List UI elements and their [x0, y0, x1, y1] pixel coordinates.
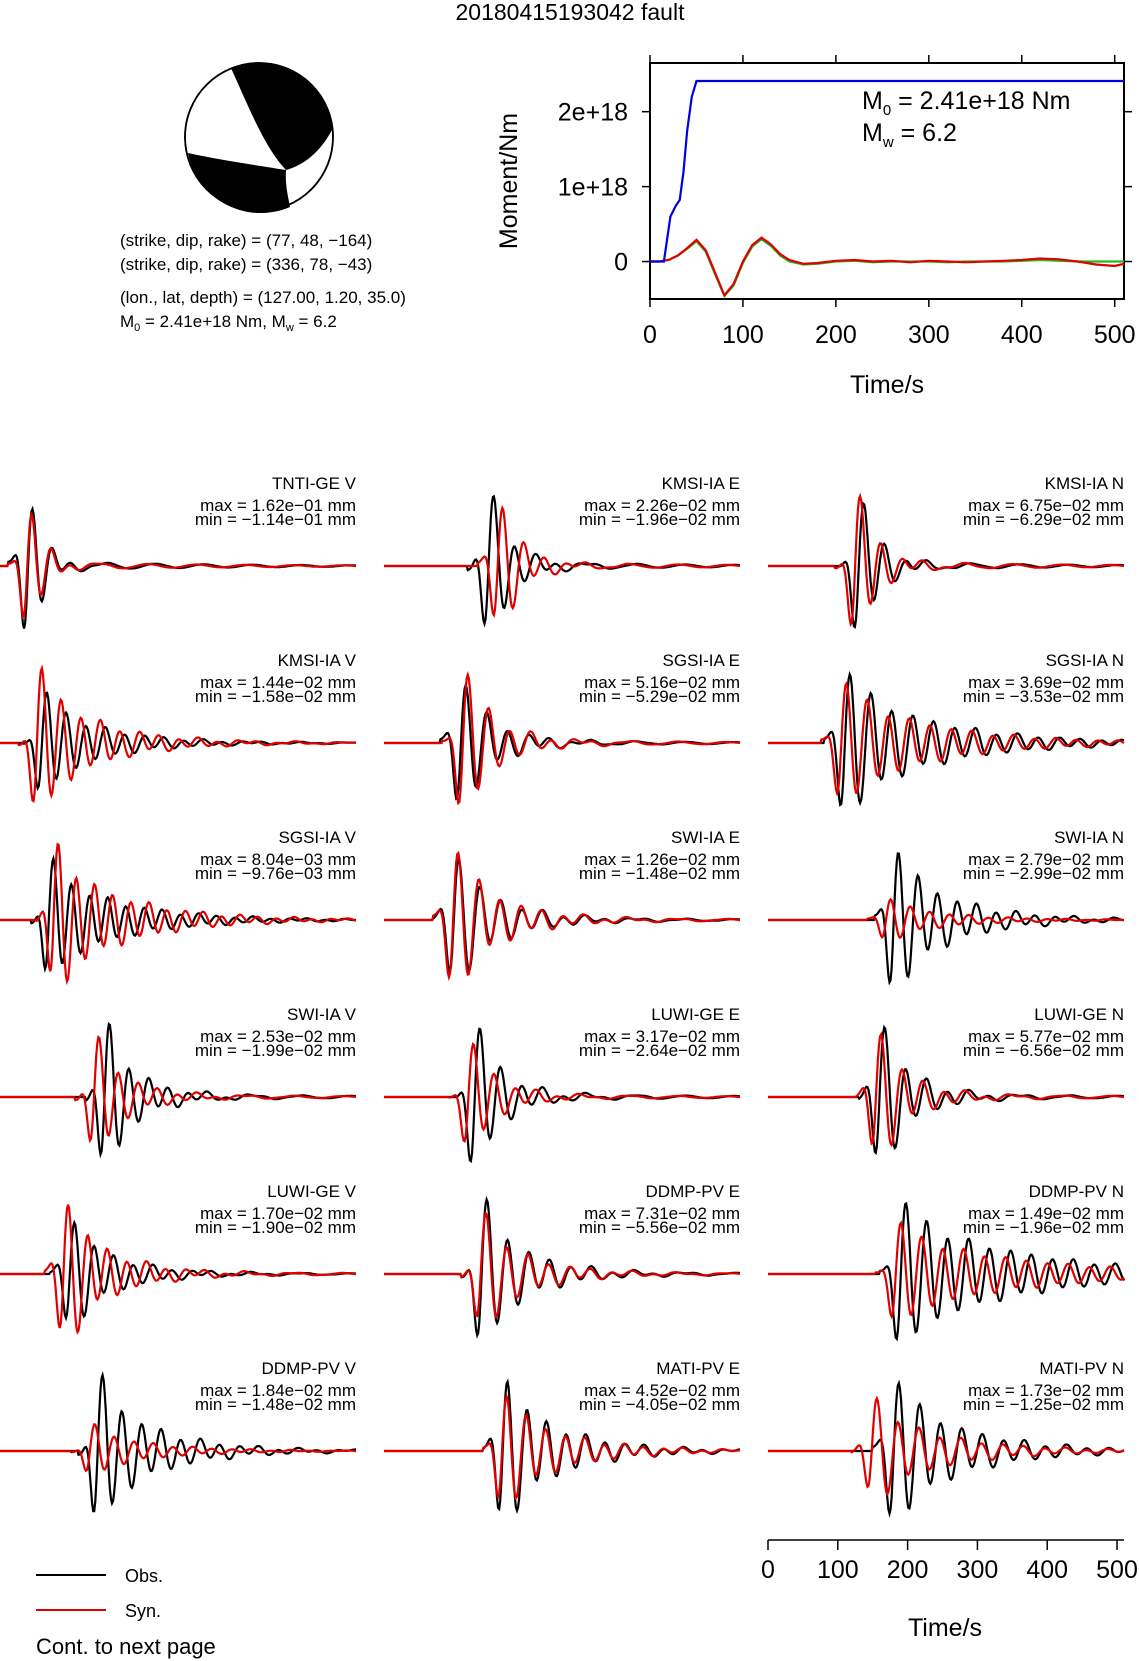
waveform-panel [768, 1005, 1124, 1153]
moment-summary-tail: = 6.2 [293, 312, 337, 331]
waveform-axis-tick-label: 500 [1096, 1556, 1138, 1584]
moment-chart-ylabel: Moment/Nm [495, 112, 523, 250]
moment-xtick-label: 0 [643, 321, 657, 349]
waveform-syn [0, 515, 356, 617]
hypocenter-location: (lon., lat, depth) = (127.00, 1.20, 35.0) [120, 288, 406, 307]
amplitude-max: max = 3.69e−02 mm [968, 673, 1124, 692]
moment-summary-subw: w [285, 322, 294, 334]
moment-ytick-label: 1e+18 [557, 173, 628, 202]
footer-note: Cont. to next page [36, 1634, 216, 1659]
waveform-panel [0, 474, 357, 629]
moment-annot-mw-m: M [862, 119, 883, 147]
station-label: KMSI-IA E [661, 474, 740, 493]
amplitude-min: min = −1.58e−02 mm [194, 687, 356, 706]
waveform-panel [384, 1005, 740, 1161]
station-label: MATI-PV N [1039, 1359, 1124, 1378]
waveform-panel [768, 1359, 1124, 1514]
waveform-axis-tick-label: 300 [956, 1556, 999, 1584]
amplitude-max: max = 1.84e−02 mm [200, 1381, 356, 1400]
moment-summary-m: M [120, 312, 135, 331]
station-label: SGSI-IA N [1045, 651, 1124, 670]
waveform-panel [0, 651, 357, 801]
moment-ytick-label: 2e+18 [557, 98, 628, 127]
station-label: DDMP-PV N [1028, 1182, 1124, 1201]
amplitude-min: min = −1.25e−02 mm [962, 1395, 1124, 1414]
amplitude-max: max = 1.49e−02 mm [968, 1204, 1124, 1223]
waveform-panel [384, 1182, 740, 1335]
moment-xtick-label: 400 [1000, 321, 1043, 349]
moment-annot-m0 [862, 87, 1070, 119]
amplitude-max: max = 1.62e−01 mm [200, 496, 356, 515]
amplitude-min: min = −6.56e−02 mm [962, 1041, 1124, 1060]
station-label: SWI-IA N [1054, 828, 1124, 847]
waveform-panel [768, 828, 1124, 982]
moment-xtick-label: 500 [1093, 321, 1136, 349]
moment-chart [495, 55, 1136, 399]
amplitude-min: min = −1.14e−01 mm [194, 510, 356, 529]
amplitude-min: min = −1.96e−02 mm [578, 510, 740, 529]
amplitude-min: min = −1.90e−02 mm [194, 1218, 356, 1237]
amplitude-max: max = 1.26e−02 mm [584, 850, 740, 869]
waveform-panel [768, 651, 1124, 805]
station-label: KMSI-IA V [277, 651, 356, 670]
amplitude-min: min = −3.53e−02 mm [962, 687, 1124, 706]
moment-annot-mw-value: = 6.2 [893, 119, 957, 147]
legend-obs-label: Obs. [125, 1566, 164, 1586]
moment-ytick-label: 0 [614, 248, 628, 277]
amplitude-min: min = −1.48e−02 mm [578, 864, 740, 883]
amplitude-min: min = −5.29e−02 mm [578, 687, 740, 706]
waveform-axis-tick-label: 400 [1026, 1556, 1069, 1584]
amplitude-min: min = −1.96e−02 mm [962, 1218, 1124, 1237]
moment-annot-m0-m: M [862, 87, 883, 115]
amplitude-max: max = 5.77e−02 mm [968, 1027, 1124, 1046]
amplitude-max: max = 3.17e−02 mm [584, 1027, 740, 1046]
waveform-panel [0, 1359, 357, 1511]
nodal-plane-1: (strike, dip, rake) = (77, 48, −164) [120, 231, 373, 250]
amplitude-min: min = −1.48e−02 mm [194, 1395, 356, 1414]
waveform-axis-tick-label: 100 [816, 1556, 859, 1584]
amplitude-max: max = 1.70e−02 mm [200, 1204, 356, 1223]
moment-series-red [650, 238, 1124, 296]
waveform-panel [0, 1182, 357, 1332]
waveform-panel [0, 828, 357, 981]
moment-summary-mid: = 2.41e+18 Nm, M [140, 312, 286, 331]
amplitude-max: max = 2.79e−02 mm [968, 850, 1124, 869]
figure-title: 20180415193042 fault [455, 0, 685, 25]
waveform-panel [768, 1182, 1124, 1339]
station-label: DDMP-PV E [645, 1182, 740, 1201]
station-label: MATI-PV E [656, 1359, 740, 1378]
moment-xtick-label: 300 [907, 321, 950, 349]
amplitude-max: max = 6.75e−02 mm [968, 496, 1124, 515]
waveform-panels [0, 474, 1124, 1514]
nodal-plane-2: (strike, dip, rake) = (336, 78, −43) [120, 255, 373, 274]
station-label: TNTI-GE V [271, 474, 356, 493]
waveform-panel [384, 474, 740, 624]
amplitude-min: min = −2.64e−02 mm [578, 1041, 740, 1060]
moment-chart-xlabel: Time/s [849, 371, 925, 399]
amplitude-max: max = 2.26e−02 mm [584, 496, 740, 515]
amplitude-max: max = 2.53e−02 mm [200, 1027, 356, 1046]
waveform-axis-tick-label: 0 [761, 1556, 775, 1584]
amplitude-min: min = −2.99e−02 mm [962, 864, 1124, 883]
moment-annot-m0-sub: 0 [882, 102, 892, 119]
amplitude-min: min = −6.29e−02 mm [962, 510, 1124, 529]
beachball [185, 62, 333, 213]
amplitude-max: max = 1.73e−02 mm [968, 1381, 1124, 1400]
mechanism-info [120, 231, 406, 334]
waveform-time-axis [761, 1540, 1138, 1642]
moment-summary [120, 312, 337, 334]
station-label: SWI-IA V [287, 1005, 356, 1024]
amplitude-max: max = 7.31e−02 mm [584, 1204, 740, 1223]
moment-summary-sub0: 0 [134, 322, 141, 334]
amplitude-max: max = 4.52e−02 mm [584, 1381, 740, 1400]
waveform-panel [0, 1005, 357, 1154]
waveform-panel [384, 651, 740, 803]
moment-xtick-label: 100 [722, 321, 764, 349]
waveform-axis-xlabel: Time/s [907, 1614, 983, 1642]
amplitude-min: min = −9.76e−03 mm [194, 864, 356, 883]
waveform-syn [768, 899, 1124, 937]
amplitude-min: min = −5.56e−02 mm [578, 1218, 740, 1237]
station-label: KMSI-IA N [1044, 474, 1124, 493]
amplitude-max: max = 5.16e−02 mm [584, 673, 740, 692]
moment-annot-m0-value: = 2.41e+18 Nm [891, 87, 1071, 115]
station-label: SGSI-IA E [662, 651, 740, 670]
waveform-panel [768, 474, 1124, 627]
amplitude-max: max = 1.44e−02 mm [200, 673, 356, 692]
waveform-axis-tick-label: 200 [886, 1556, 929, 1584]
waveform-panel [384, 828, 740, 977]
moment-annot-mw [862, 119, 957, 151]
legend [36, 1566, 163, 1621]
station-label: LUWI-GE E [651, 1005, 740, 1024]
legend-syn-label: Syn. [125, 1601, 162, 1621]
station-label: DDMP-PV V [261, 1359, 356, 1378]
station-label: SGSI-IA V [278, 828, 356, 847]
moment-xtick-label: 200 [815, 321, 857, 349]
station-label: SWI-IA E [671, 828, 740, 847]
station-label: LUWI-GE N [1034, 1005, 1124, 1024]
moment-annot-mw-sub: w [882, 134, 894, 151]
amplitude-min: min = −1.99e−02 mm [194, 1041, 356, 1060]
station-label: LUWI-GE V [267, 1182, 356, 1201]
amplitude-max: max = 8.04e−03 mm [200, 850, 356, 869]
amplitude-min: min = −4.05e−02 mm [578, 1395, 740, 1414]
waveform-panel [384, 1359, 740, 1511]
